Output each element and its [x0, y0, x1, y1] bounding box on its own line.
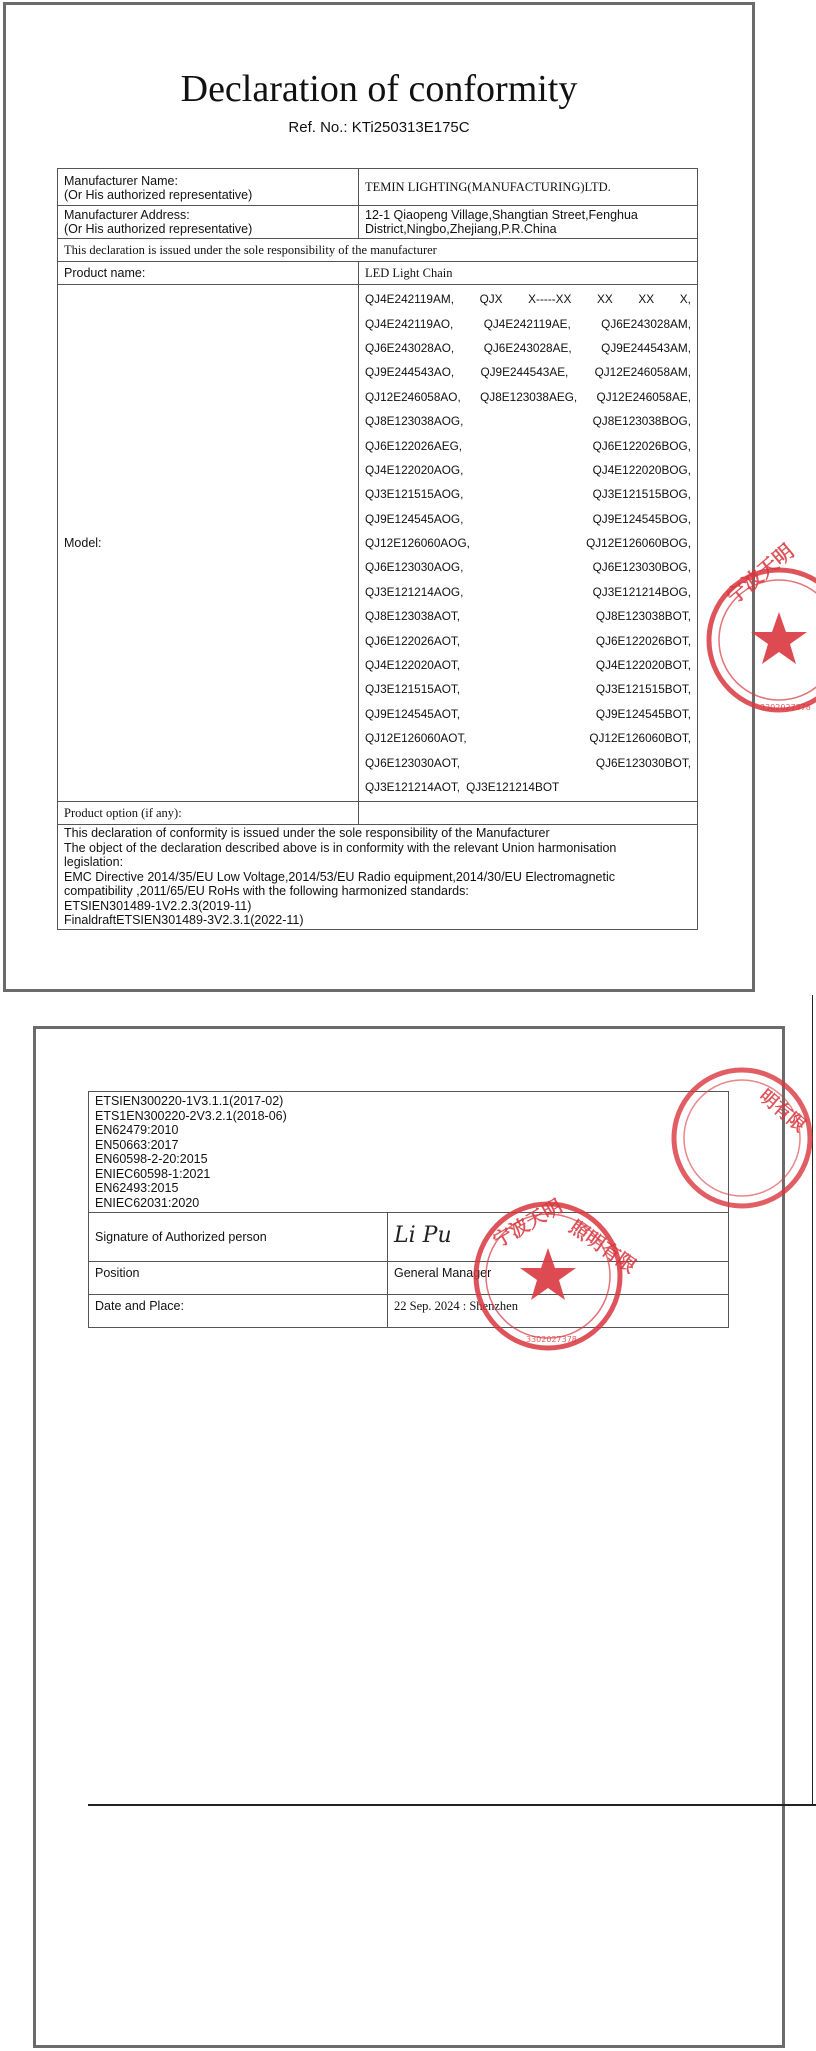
model-code: QJ3E121214AOG,: [365, 584, 464, 599]
company-seal-stamp: [694, 539, 816, 720]
model-code: QJ6E123030BOT,: [595, 755, 691, 770]
model-row-item: [365, 507, 691, 531]
manufacturer-address-value-cell: [359, 206, 698, 239]
manufacturer-address-line-1: 12-1 Qiaopeng Village,Shangtian Street,Fenghua: [365, 208, 638, 222]
product-name-label: Product name:: [58, 262, 359, 285]
model-code: XX: [597, 292, 613, 307]
model-label: Model:: [64, 536, 102, 551]
handwritten-signature: Li Pu: [394, 1223, 452, 1248]
model-row-item: [365, 726, 691, 750]
product-option-label: Product option (if any):: [58, 802, 359, 825]
svg-text:3302027378: 3302027378: [526, 1335, 577, 1344]
responsibility-row: [58, 239, 698, 262]
svg-text:明有限: 明有限: [754, 1085, 810, 1137]
compliance-line: The object of the declaration described above is in conformity with the relevant Union harmonisation: [64, 840, 617, 855]
compliance-line: This declaration of conformity is issued under the sole responsibility of the Manufacturer: [64, 826, 550, 841]
signature-label: Signature of Authorized person: [89, 1213, 388, 1262]
model-row-item: [365, 702, 691, 726]
model-row-item: [365, 409, 691, 433]
model-code: QJ9E124545BOG,: [592, 511, 691, 526]
manufacturer-name-row: [58, 169, 698, 206]
product-option-value: [359, 802, 698, 825]
standard-item: EN50663:2017: [95, 1137, 179, 1152]
standard-item: ETS1EN300220-2V3.2.1(2018-06): [95, 1108, 287, 1123]
manufacturer-address-line-2: District,Ningbo,Zhejiang,P.R.China: [365, 222, 557, 236]
date-place-row: [89, 1295, 729, 1328]
standard-item: ENIEC60598-1:2021: [95, 1166, 211, 1181]
model-row-item: [365, 385, 691, 409]
reference-number: Ref. No.: KTi250313E175C: [288, 119, 470, 136]
model-row-item: [365, 628, 691, 652]
model-row: [58, 285, 698, 802]
document-title: Declaration of conformity: [180, 68, 578, 110]
compliance-line: legislation:: [64, 855, 124, 870]
model-code: QJ4E122020BOG,: [592, 462, 691, 477]
model-code: QJ6E243028AM,: [601, 316, 691, 331]
model-code: QJ12E246058AO,: [365, 389, 461, 404]
model-row-item: [365, 336, 691, 360]
date-place-label: Date and Place:: [89, 1295, 388, 1328]
model-code: QJ12E246058AM,: [594, 365, 691, 380]
manufacturer-name-value: TEMIN LIGHTING(MANUFACTURING)LTD.: [365, 180, 611, 194]
svg-text:宁波天明: 宁波天明: [489, 1195, 567, 1253]
compliance-line: compatibility ,2011/65/EU RoHs with the following harmonized standards:: [64, 884, 469, 899]
standards-list: [89, 1092, 729, 1213]
svg-text:宁波天明: 宁波天明: [721, 539, 799, 609]
model-row-item: [365, 458, 691, 482]
model-row-item: [365, 482, 691, 506]
compliance-line: FinaldraftETSIEN301489-3V2.3.1(2022-11): [64, 913, 304, 928]
model-code: QJ4E242119AE,: [483, 316, 571, 331]
model-code: QJ6E122026BOT,: [595, 633, 691, 648]
compliance-row: [58, 825, 698, 930]
compliance-line: ETSIEN301489-1V2.2.3(2019-11): [64, 898, 252, 913]
position-label: Position: [89, 1262, 388, 1295]
product-name-row: [58, 262, 698, 285]
manufacturer-name-label: Manufacturer Name:: [64, 174, 178, 188]
model-row-item: [365, 580, 691, 604]
manufacturer-address-row: [58, 206, 698, 239]
model-code: QJX: [479, 292, 503, 307]
model-code: QJ3E121515BOT,: [595, 682, 691, 697]
model-code: QJ8E123038AOG,: [365, 414, 464, 429]
manufacturer-name-sublabel: (Or His authorized representative): [64, 188, 253, 202]
standards-row: [89, 1092, 729, 1213]
model-code: QJ9E124545AOT,: [365, 706, 461, 721]
model-code: QJ4E242119AM,: [365, 292, 454, 307]
compliance-statement: [58, 825, 698, 930]
model-code: QJ6E123030AOT,: [365, 755, 461, 770]
model-code: QJ6E243028AO,: [365, 340, 455, 355]
model-row-item: [365, 287, 691, 311]
model-code: QJ6E243028AE,: [483, 340, 572, 355]
model-row-item: [365, 604, 691, 628]
model-row-item: [365, 750, 691, 774]
model-code: QJ9E244543AM,: [601, 340, 691, 355]
model-code: X-----XX: [528, 292, 572, 307]
position-value: General Manager: [388, 1262, 729, 1295]
manufacturer-name-label-cell: [58, 169, 359, 206]
model-row-item: [365, 531, 691, 555]
model-code: QJ6E122026BOG,: [592, 438, 691, 453]
model-code: QJ3E121515AOG,: [365, 487, 464, 502]
model-code: QJ3E121515BOG,: [592, 487, 691, 502]
responsibility-note: This declaration is issued under the sole responsibility of the manufacturer: [58, 239, 698, 262]
standard-item: EN62479:2010: [95, 1123, 179, 1137]
declaration-table: [57, 168, 698, 930]
standard-item: EN62493:2015: [95, 1181, 179, 1195]
model-row-item: [365, 677, 691, 701]
divider-line: [88, 1804, 816, 1806]
model-code: QJ3E121214AOT,: [365, 780, 461, 794]
model-row-item: [365, 311, 691, 335]
company-seal-stamp-main: [468, 1195, 641, 1356]
model-row-item: [365, 653, 691, 677]
standard-item: ETSIEN300220-1V3.1.1(2017-02): [95, 1094, 284, 1108]
model-code: QJ12E126060AOT,: [365, 731, 467, 746]
standard-item: ENIEC62031:2020: [95, 1195, 200, 1210]
model-code: QJ3E121214BOT: [466, 780, 560, 794]
manufacturer-address-sublabel: (Or His authorized representative): [64, 222, 253, 236]
model-code: QJ3E121214BOG,: [592, 584, 691, 599]
signature-table: [88, 1091, 729, 1328]
model-code: QJ9E244543AE,: [480, 365, 569, 380]
model-code: QJ6E123030AOG,: [365, 560, 464, 575]
model-code: QJ4E122020AOG,: [365, 462, 464, 477]
model-code: QJ12E246058AE,: [596, 389, 691, 404]
model-code: QJ9E124545BOT,: [595, 706, 691, 721]
manufacturer-address-label: Manufacturer Address:: [64, 208, 190, 222]
model-code: QJ12E126060AOG,: [365, 536, 470, 551]
model-list: [359, 285, 698, 802]
model-code: QJ8E123038AEG,: [480, 389, 578, 404]
model-code: QJ9E124545AOG,: [365, 511, 464, 526]
product-name-value: LED Light Chain: [359, 262, 698, 285]
model-label-cell: [58, 285, 359, 802]
model-row-item: [365, 775, 691, 799]
model-row-item: [365, 555, 691, 579]
model-code: QJ12E126060BOG,: [586, 536, 691, 551]
model-code: QJ6E123030BOG,: [592, 560, 691, 575]
svg-text:照明有限: 照明有限: [565, 1216, 641, 1278]
model-code: QJ4E122020AOT,: [365, 658, 461, 673]
manufacturer-address-label-cell: [58, 206, 359, 239]
model-code: QJ8E123038BOG,: [592, 414, 691, 429]
model-code: QJ6E122026AOT,: [365, 633, 461, 648]
compliance-line: EMC Directive 2014/35/EU Low Voltage,2014/53/EU Radio equipment,2014/30/EU Electromagnetic: [64, 869, 616, 884]
manufacturer-name-value-cell: [359, 169, 698, 206]
model-code: XX: [638, 292, 655, 307]
model-row-item: [365, 433, 691, 457]
model-code: QJ4E242119AO,: [365, 316, 454, 331]
model-code: QJ3E121515AOT,: [365, 682, 461, 697]
model-code: QJ4E122020BOT,: [595, 658, 691, 673]
model-code: QJ8E123038BOT,: [595, 609, 691, 624]
svg-text:3302027378: 3302027378: [760, 703, 811, 712]
model-code: QJ6E122026AEG,: [365, 438, 463, 453]
company-seal-stamp-partial: [722, 1058, 816, 1228]
product-option-row: [58, 802, 698, 825]
model-code: X,: [679, 292, 691, 307]
model-code: QJ12E126060BOT,: [589, 731, 691, 746]
standard-item: EN60598-2-20:2015: [95, 1152, 208, 1166]
model-code: QJ9E244543AO,: [365, 365, 455, 380]
date-place-value: 22 Sep. 2024 : Shenzhen: [388, 1295, 729, 1328]
model-row-item: [365, 360, 691, 384]
model-code: QJ8E123038AOT,: [365, 609, 461, 624]
